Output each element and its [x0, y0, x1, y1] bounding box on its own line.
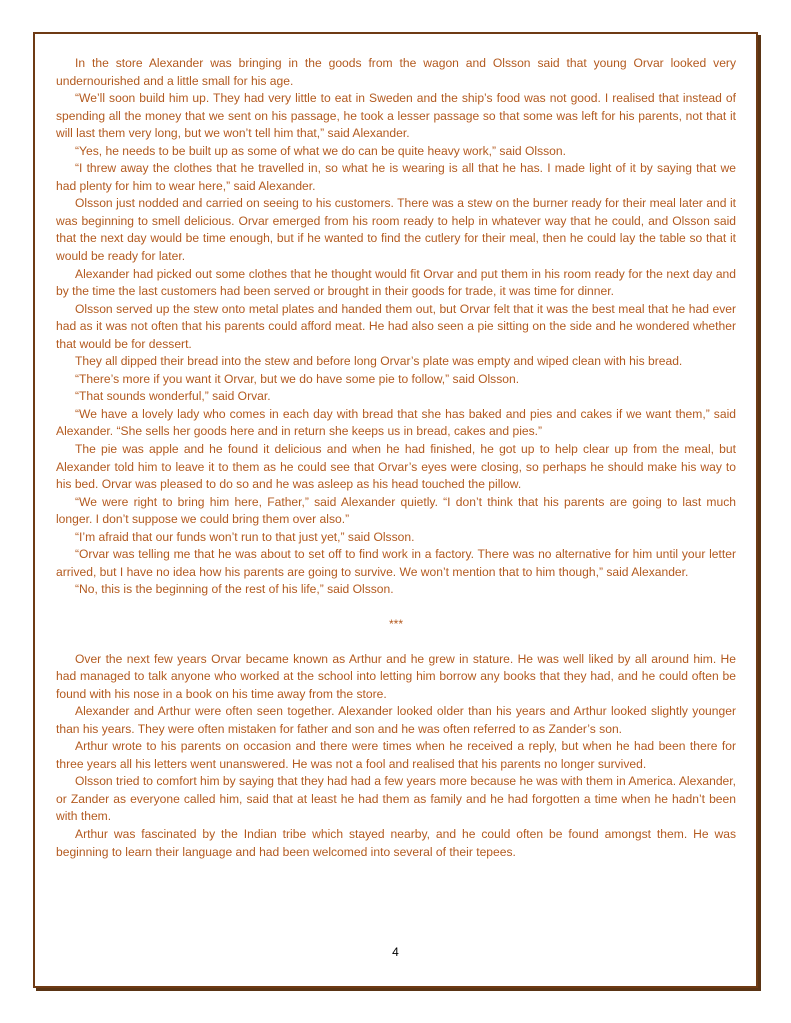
paragraph: Arthur was fascinated by the Indian tribe which stayed nearby, and he could often be found amongst them. He was beginning to learn their language and had been welcomed into several of their tepees. — [56, 826, 736, 859]
paragraph: “Orvar was telling me that he was about to set off to find work in a factory. There was no alternative for him until your letter arrived, but I have no idea how his parents are going to survive. We won’t mention that to him though,” said Alexander. — [56, 547, 736, 579]
paragraph: Olsson tried to comfort him by saying that they had had a few years more because he was with them in America. Alexander, or Zander as everyone called him, said that at least he had them as family and he had forgotten a time when he hadn’t been with them. — [56, 774, 736, 824]
paragraph: Olsson just nodded and carried on seeing to his customers. There was a stew on the burner ready for their meal later and it was beginning to smell delicious. Orvar emerged from his room ready to help in whatever way that he could, and Olsson said that the next day would be time enough, but if he wanted to find the cutlery for their meal, then he could lay the table so that it would be ready for later. — [56, 196, 736, 264]
page-number: 4 — [392, 945, 399, 959]
paragraph: They all dipped their bread into the stew and before long Orvar’s plate was empty and wiped clean with his bread. — [75, 354, 683, 369]
paragraph: Over the next few years Orvar became known as Arthur and he grew in stature. He was well liked by all around him. He had managed to talk anyone who worked at the school into letting him borrow any books that they had, and he could often be found with his nose in a book on his time away from the store. — [56, 651, 736, 701]
paragraph: Olsson served up the stew onto metal plates and handed them out, but Orvar felt that it was the best meal that he had ever had as it was not often that his parents could afford meat. He had also seen a pie sitting on the side and he wondered whether that would be for dessert. — [56, 301, 736, 351]
scene-separator: *** — [388, 616, 404, 631]
paragraph: “We’ll soon build him up. They had very little to eat in Sweden and the ship’s food was not good. I realised that instead of spending all the money that we sent on his passage, he took a lesser passage so that some was left for his parents, not that it will last them very long, but we won’t tell him that,” said Alexander. — [56, 91, 736, 141]
paragraph: In the store Alexander was bringing in the goods from the wagon and Olsson said that young Orvar looked very undernourished and a little small for his age. — [56, 56, 736, 88]
paragraph: “We have a lovely lady who comes in each day with bread that she has baked and pies and cakes if we want them,” said Alexander. “She sells her goods here and in return she keeps us in bread, cakes and pies.” — [56, 406, 736, 439]
paragraph: “Yes, he needs to be built up as some of what we do can be quite heavy work,” said Olsson. — [75, 143, 566, 158]
paragraph: “That sounds wonderful,” said Orvar. — [75, 389, 271, 404]
paragraph: The pie was apple and he found it delicious and when he had finished, he got up to help clear up from the meal, but Alexander told him to leave it to them as he could see that Orvar’s eyes were closing, so perhaps he should make his way to his bed. Orvar was pleased to do so and he was asleep as his head touched the pillow. — [56, 442, 736, 492]
paragraph: “We were right to bring him here, Father,” said Alexander quietly. “I don’t think that his parents are going to last much longer. I don’t suppose we could bring them over also.” — [56, 494, 736, 527]
paragraph: Arthur wrote to his parents on occasion and there were times when he received a reply, but when he had been there for three years all his letters went unanswered. He was not a fool and realised that his parents no longer survived. — [56, 739, 736, 771]
page-frame — [33, 32, 758, 988]
paragraph: “There’s more if you want it Orvar, but we do have some pie to follow,” said Olsson. — [75, 371, 520, 386]
paragraph: Alexander had picked out some clothes that he thought would fit Orvar and put them in his room ready for the next day and by the time the last customers had been served or brought in their goods for trade, it was time for dinner. — [56, 266, 736, 299]
paragraph: “I’m afraid that our funds won’t run to that just yet,” said Olsson. — [75, 529, 415, 544]
paragraph: Alexander and Arthur were often seen together. Alexander looked older than his years and Arthur looked slightly younger than his years. They were often mistaken for father and son and he was often referred to as Zander’s son. — [56, 704, 736, 736]
body-text — [56, 55, 736, 861]
paragraph: “No, this is the beginning of the rest of his life,” said Olsson. — [75, 582, 394, 597]
paragraph: “I threw away the clothes that he travelled in, so what he is wearing is all that he has. I made light of it by saying that we had plenty for him to wear here,” said Alexander. — [56, 161, 736, 193]
